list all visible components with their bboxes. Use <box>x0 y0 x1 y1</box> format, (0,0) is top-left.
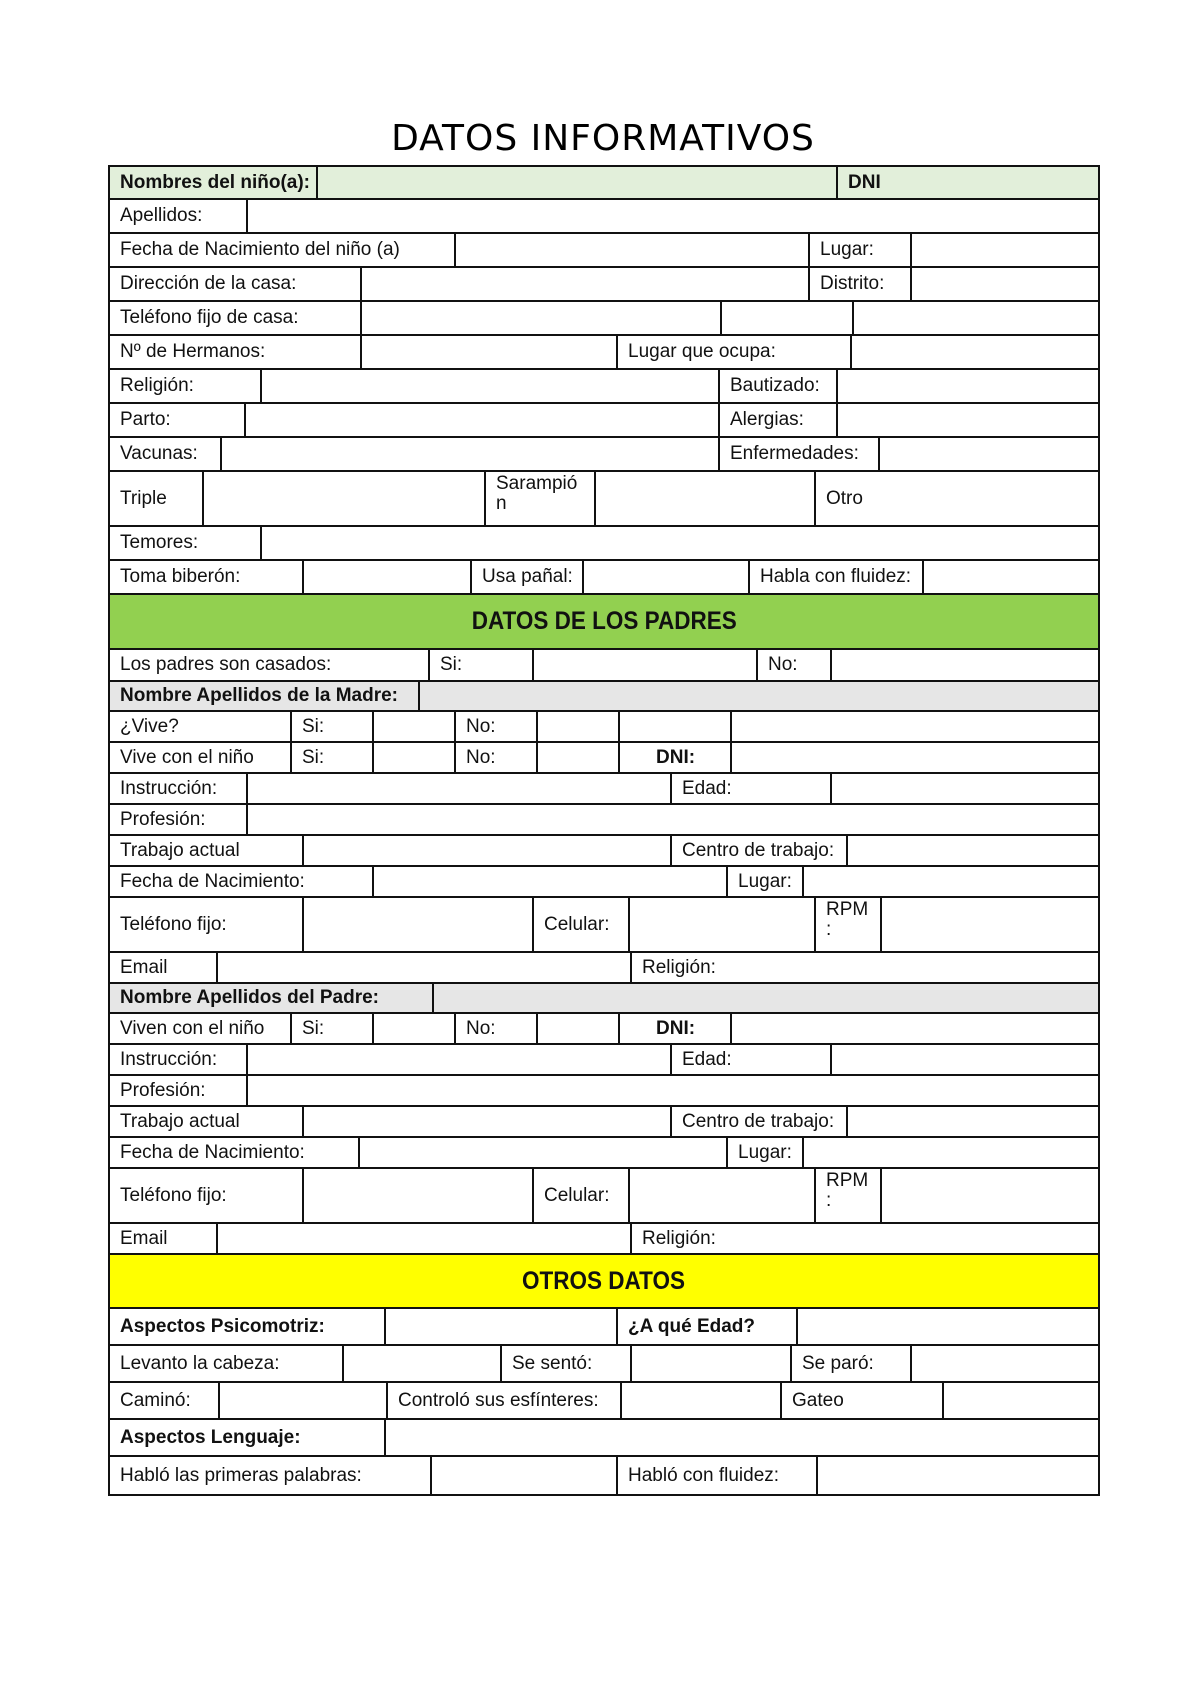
label-a-que-edad: ¿A qué Edad? <box>616 1309 796 1344</box>
label-religion: Religión: <box>120 375 194 396</box>
field-padre-dni[interactable] <box>730 1014 1100 1043</box>
label-padre-celular: Celular: <box>532 1169 628 1222</box>
field-lugar[interactable] <box>910 234 1100 266</box>
form-row-direccion <box>110 268 1098 302</box>
form-row-parto <box>110 404 1098 438</box>
field-padre-si[interactable] <box>372 1014 454 1043</box>
label-vacunas: Vacunas: <box>120 443 198 464</box>
label-sarampion: Sarampió n <box>484 472 594 525</box>
label-paro: Se paró: <box>790 1346 910 1381</box>
label-esfinteres: Controló sus esfínteres: <box>386 1383 620 1418</box>
field-padre-email[interactable] <box>216 1224 630 1253</box>
field-padre-trabajo[interactable] <box>302 1107 670 1136</box>
label-madre-fecha-nac: Fecha de Nacimiento: <box>120 870 305 892</box>
field-telefono-3[interactable] <box>852 302 1100 334</box>
form-row-madre-vive <box>110 712 1098 743</box>
field-sarampion[interactable] <box>594 472 814 525</box>
section-title-padres: DATOS DE LOS PADRES <box>471 607 737 635</box>
field-cabeza[interactable] <box>342 1346 500 1381</box>
label-madre-centro: Centro de trabajo: <box>670 836 846 865</box>
form-row-apellidos <box>110 200 1098 234</box>
label-madre-dni: DNI: <box>618 743 730 772</box>
form-row-madre-fecha-nac <box>110 867 1098 898</box>
label-padre-viven-con: Viven con el niño <box>120 1017 265 1039</box>
form-row-biberon <box>110 561 1098 595</box>
form-row-motor-2 <box>110 1383 1098 1420</box>
field-enfermedades[interactable] <box>878 438 1100 470</box>
label-madre-vive-con: Vive con el niño <box>120 746 254 768</box>
field-fluidez[interactable] <box>816 1457 1100 1494</box>
form-row-vacunas-tipos <box>110 472 1098 527</box>
label-padre-centro: Centro de trabajo: <box>670 1107 846 1136</box>
field-madre-edad[interactable] <box>830 774 1100 803</box>
form-row-padre-viven-con <box>110 1014 1098 1045</box>
field-temores[interactable] <box>260 527 1100 559</box>
form-row-lenguaje <box>110 1420 1098 1457</box>
label-fluidez: Habló con fluidez: <box>616 1457 816 1494</box>
label-padre-telefono: Teléfono fijo: <box>120 1184 227 1206</box>
field-madre-trabajo[interactable] <box>302 836 670 865</box>
info-form <box>108 165 1100 1496</box>
label-madre-trabajo: Trabajo actual <box>120 839 240 861</box>
field-alergias[interactable] <box>836 404 1100 436</box>
field-lenguaje[interactable] <box>384 1420 1100 1455</box>
page-title: DATOS INFORMATIVOS <box>391 118 815 159</box>
label-casados-no: No: <box>756 650 830 680</box>
label-apellidos: Apellidos: <box>120 205 203 226</box>
label-sento: Se sentó: <box>500 1346 630 1381</box>
form-row-padre-telefono <box>110 1169 1098 1224</box>
form-row-psicomotriz <box>110 1309 1098 1346</box>
label-madre-edad: Edad: <box>670 774 830 803</box>
label-cabeza: Levanto la cabeza: <box>120 1352 280 1374</box>
label-madre: Nombre Apellidos de la Madre: <box>120 685 399 706</box>
label-madre-vive-si: Si: <box>290 712 372 741</box>
label-panal: Usa pañal: <box>470 561 582 593</box>
field-madre-dni[interactable] <box>730 743 1100 772</box>
label-madre-vive: ¿Vive? <box>120 715 179 737</box>
field-padre-centro[interactable] <box>846 1107 1100 1136</box>
field-padre-no[interactable] <box>536 1014 618 1043</box>
label-madre-lugar: Lugar: <box>726 867 802 896</box>
label-dni: DNI <box>836 167 1100 198</box>
label-habla: Habla con fluidez: <box>748 561 922 593</box>
label-madre-rpm: RPM : <box>814 898 880 951</box>
field-casados-si[interactable] <box>532 650 756 680</box>
label-padre-profesion: Profesión: <box>120 1079 206 1101</box>
field-esfinteres[interactable] <box>620 1383 780 1418</box>
field-psicomotriz[interactable] <box>384 1309 616 1344</box>
field-madre-vive-extra[interactable] <box>618 712 730 741</box>
field-padre[interactable] <box>432 984 1100 1012</box>
field-paro[interactable] <box>910 1346 1100 1381</box>
label-madre-celular: Celular: <box>532 898 628 951</box>
form-row-palabras <box>110 1457 1098 1494</box>
field-madre-fecha-nac[interactable] <box>372 867 726 896</box>
field-madre-celular[interactable] <box>628 898 814 951</box>
field-madre-email[interactable] <box>216 953 630 982</box>
label-bautizado: Bautizado: <box>718 370 836 402</box>
form-row-padre <box>110 984 1098 1014</box>
form-row-madre-trabajo <box>110 836 1098 867</box>
field-biberon[interactable] <box>302 561 470 593</box>
form-row-padre-instruccion <box>110 1045 1098 1076</box>
label-madre-telefono: Teléfono fijo: <box>120 913 227 935</box>
form-row-religion <box>110 370 1098 404</box>
field-gateo[interactable] <box>942 1383 1100 1418</box>
field-habla[interactable] <box>922 561 1100 593</box>
section-header-otros <box>110 1255 1098 1309</box>
form-row-telefono <box>110 302 1098 336</box>
field-fecha-nac[interactable] <box>454 234 808 266</box>
field-lugar-ocupa[interactable] <box>850 336 1100 368</box>
label-casados: Los padres son casados: <box>120 654 332 675</box>
field-camino[interactable] <box>218 1383 386 1418</box>
field-padre-rpm[interactable] <box>880 1169 1100 1222</box>
field-padre-edad[interactable] <box>830 1045 1100 1074</box>
label-lugar-ocupa: Lugar que ocupa: <box>616 336 850 368</box>
label-alergias: Alergias: <box>718 404 836 436</box>
label-biberon: Toma biberón: <box>120 566 241 587</box>
field-padre-fecha-nac[interactable] <box>358 1138 726 1167</box>
label-distrito: Distrito: <box>808 268 910 300</box>
label-padre-fecha-nac: Fecha de Nacimiento: <box>120 1141 305 1163</box>
field-madre-lugar[interactable] <box>802 867 1100 896</box>
field-madre[interactable] <box>418 682 1100 710</box>
field-madre-vive-extra-2[interactable] <box>730 712 1100 741</box>
label-padre-rpm: RPM : <box>814 1169 880 1222</box>
section-title-otros: OTROS DATOS <box>522 1266 686 1295</box>
form-row-casados <box>110 650 1098 682</box>
field-padre-telefono[interactable] <box>302 1169 532 1222</box>
label-nombres: Nombres del niño(a): <box>120 171 311 193</box>
field-padre-celular[interactable] <box>628 1169 814 1222</box>
field-nombres[interactable] <box>316 167 836 198</box>
field-religion[interactable] <box>260 370 718 402</box>
label-direccion: Dirección de la casa: <box>120 273 297 294</box>
label-madre-religion: Religión: <box>630 953 1100 982</box>
field-a-que-edad[interactable] <box>796 1309 1100 1344</box>
form-row-madre-telefono <box>110 898 1098 953</box>
field-madre-profesion[interactable] <box>246 805 1100 834</box>
field-telefono-2[interactable] <box>720 302 852 334</box>
label-madre-email: Email <box>120 956 168 978</box>
form-row-padre-email <box>110 1224 1098 1255</box>
form-row-temores <box>110 527 1098 561</box>
form-row-madre <box>110 682 1098 712</box>
label-padre-trabajo: Trabajo actual <box>120 1110 240 1132</box>
form-row-padre-fecha-nac <box>110 1138 1098 1169</box>
field-madre-vive-con-si[interactable] <box>372 743 454 772</box>
label-madre-instruccion: Instrucción: <box>120 777 218 799</box>
label-lenguaje: Aspectos Lenguaje: <box>120 1426 301 1448</box>
field-distrito[interactable] <box>910 268 1100 300</box>
form-row-nombres <box>110 167 1098 200</box>
label-lugar: Lugar: <box>808 234 910 266</box>
label-padre-instruccion: Instrucción: <box>120 1048 218 1070</box>
label-madre-vive-con-no: No: <box>454 743 536 772</box>
form-row-hermanos <box>110 336 1098 370</box>
field-madre-vive-no[interactable] <box>536 712 618 741</box>
label-temores: Temores: <box>120 532 199 553</box>
field-panal[interactable] <box>582 561 748 593</box>
form-row-padre-profesion <box>110 1076 1098 1107</box>
label-padre-lugar: Lugar: <box>726 1138 802 1167</box>
label-camino: Caminó: <box>120 1389 191 1411</box>
field-padre-lugar[interactable] <box>802 1138 1100 1167</box>
label-parto: Parto: <box>120 409 171 430</box>
form-row-madre-email <box>110 953 1098 984</box>
label-gateo: Gateo <box>780 1383 942 1418</box>
field-madre-vive-con-no[interactable] <box>536 743 618 772</box>
field-madre-rpm[interactable] <box>880 898 1100 951</box>
field-sento[interactable] <box>630 1346 790 1381</box>
section-header-padres <box>110 595 1098 650</box>
field-padre-instruccion[interactable] <box>246 1045 670 1074</box>
label-padre-email: Email <box>120 1227 168 1249</box>
label-padre-edad: Edad: <box>670 1045 830 1074</box>
field-hermanos[interactable] <box>360 336 616 368</box>
field-madre-telefono[interactable] <box>302 898 532 951</box>
label-palabras: Habló las primeras palabras: <box>120 1464 362 1486</box>
label-fecha-nac: Fecha de Nacimiento del niño (a) <box>120 239 400 260</box>
form-row-vacunas <box>110 438 1098 472</box>
form-row-madre-vive-con <box>110 743 1098 774</box>
field-madre-centro[interactable] <box>846 836 1100 865</box>
label-padre-si: Si: <box>290 1014 372 1043</box>
field-madre-vive-si[interactable] <box>372 712 454 741</box>
field-direccion[interactable] <box>360 268 808 300</box>
field-telefono[interactable] <box>360 302 720 334</box>
label-padre-dni: DNI: <box>618 1014 730 1043</box>
form-row-fecha-nac <box>110 234 1098 268</box>
label-madre-profesion: Profesión: <box>120 808 206 830</box>
label-hermanos: Nº de Hermanos: <box>120 341 266 362</box>
form-row-padre-trabajo <box>110 1107 1098 1138</box>
field-triple[interactable] <box>202 472 484 525</box>
label-padre: Nombre Apellidos del Padre: <box>120 987 380 1008</box>
label-otro: Otro <box>814 472 1100 525</box>
label-casados-si: Si: <box>428 650 532 680</box>
field-bautizado[interactable] <box>836 370 1100 402</box>
label-padre-religion: Religión: <box>630 1224 1100 1253</box>
form-row-motor <box>110 1346 1098 1383</box>
label-enfermedades: Enfermedades: <box>718 438 878 470</box>
form-row-madre-profesion <box>110 805 1098 836</box>
label-triple: Triple <box>120 487 167 509</box>
field-madre-instruccion[interactable] <box>246 774 670 803</box>
field-palabras[interactable] <box>430 1457 616 1494</box>
label-madre-vive-con-si: Si: <box>290 743 372 772</box>
form-row-madre-instruccion <box>110 774 1098 805</box>
label-psicomotriz: Aspectos Psicomotriz: <box>120 1315 325 1337</box>
field-casados-no[interactable] <box>830 650 1100 680</box>
label-telefono: Teléfono fijo de casa: <box>120 307 299 328</box>
field-parto[interactable] <box>244 404 718 436</box>
label-padre-no: No: <box>454 1014 536 1043</box>
field-vacunas[interactable] <box>220 438 718 470</box>
field-padre-profesion[interactable] <box>246 1076 1100 1105</box>
label-madre-vive-no: No: <box>454 712 536 741</box>
field-apellidos[interactable] <box>246 200 1100 232</box>
